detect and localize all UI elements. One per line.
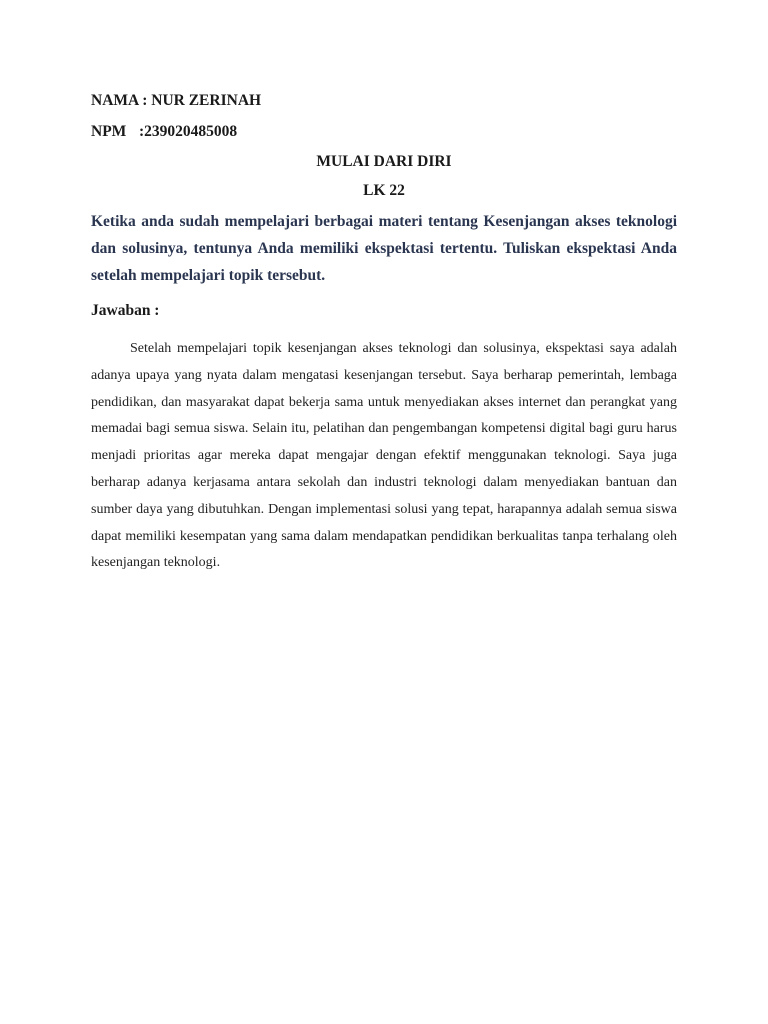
npm-label: NPM <box>91 123 127 140</box>
question-text: Ketika anda sudah mempelajari berbagai materi tentang Kesenjangan akses teknologi dan solusinya, tentunya Anda memiliki ekspektasi tertentu. Tuliskan ekspektasi Anda setelah mempelajari topik tersebut. <box>91 213 677 284</box>
student-name: NAMA : NUR ZERINAH <box>91 92 262 109</box>
document-title: MULAI DARI DIRI <box>316 153 452 170</box>
answer-text: Setelah mempelajari topik kesenjangan akses teknologi dan solusinya, ekspektasi saya adalah adanya upaya yang nyata dalam mengatasi kesenjangan tersebut. Saya berharap pemerintah, lembaga pendidikan, dan masyarakat dapat bekerja sama untuk menyediakan akses internet dan perangkat yang memadai bagi semua siswa. Selain itu, pelatihan dan pengembangan kompetensi digital bagi guru harus menjadi prioritas agar mereka dapat mengajar dengan efektif menggunakan teknologi. Saya juga berharap adanya kerjasama antara sekolah dan industri teknologi dalam menyediakan bantuan dan sumber daya yang dibutuhkan. Dengan implementasi solusi yang tepat, harapannya adalah semua siswa dapat memiliki kesempatan yang sama dalam mendapatkan pendidikan berkualitas tanpa terhalang oleh kesenjangan teknologi. <box>91 341 677 571</box>
npm-value: :239020485008 <box>139 123 238 140</box>
answer-label: Jawaban : <box>91 302 160 319</box>
student-npm <box>91 123 237 141</box>
document-subtitle: LK 22 <box>363 182 405 199</box>
